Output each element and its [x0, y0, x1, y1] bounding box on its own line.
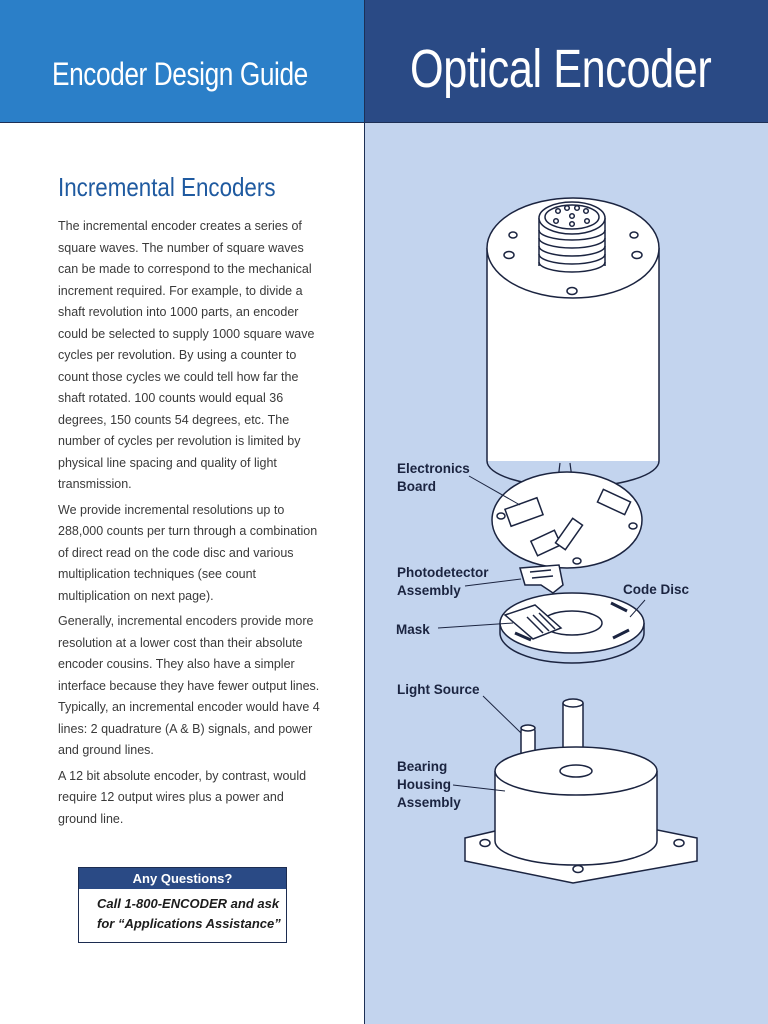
callout-heading: Any Questions? [79, 868, 286, 889]
questions-callout [78, 867, 287, 943]
paragraph-1: The incremental encoder creates a series of square waves. The number of square waves can be made to correspond to the mechanical increment required. For example, to divide a shaft revolution into 1000 parts, an encoder could be selected to supply 1000 square wave cycles per revolution. By using a counter to count those cycles we could tell how far the shaft rotated. 100 counts would equal 36 degrees, 150 counts 54 degrees, etc. The number of cycles per revolution is limited by physical line spacing and quality of light transmission. [58, 219, 315, 491]
callout-body [79, 889, 286, 934]
paragraph-3: Generally, incremental encoders provide more resolution at a lower cost than their absolute encoder cousins. They also have a simpler interface because they have fewer output lines. Typically, an incremental encoder would have 4 lines: 2 quadrature (A & B) signals, and power and ground lines. [58, 614, 320, 757]
photodetector [520, 565, 563, 593]
label-electronics-board: Electronics Board [397, 461, 470, 494]
paragraph-2: We provide incremental resolutions up to 288,000 counts per turn through a combination of direct read on the code disc and various multiplication techniques (see count multiplication on next page). [58, 502, 318, 603]
label-bearing-housing-assembly: Bearing Housing Assembly [397, 759, 461, 810]
electronics-board [492, 472, 642, 568]
label-mask: Mask [396, 622, 430, 637]
bearing-housing [465, 747, 697, 883]
label-photodetector-assembly: Photodetector Assembly [397, 565, 489, 598]
section-title: Incremental Encoders [58, 172, 276, 202]
page-title: Optical Encoder [410, 39, 712, 99]
callout-line-2: for “Applications Assistance” [97, 916, 281, 931]
connector [539, 202, 605, 272]
callout-line-1: Call 1-800-ENCODER and ask [97, 896, 280, 911]
paragraph-4: A 12 bit absolute encoder, by contrast, would require 12 output wires plus a power and ground line. [58, 768, 307, 826]
body-text [58, 216, 320, 834]
label-code-disc: Code Disc [623, 582, 690, 597]
label-light-source: Light Source [397, 682, 480, 697]
guide-title: Encoder Design Guide [52, 56, 308, 92]
